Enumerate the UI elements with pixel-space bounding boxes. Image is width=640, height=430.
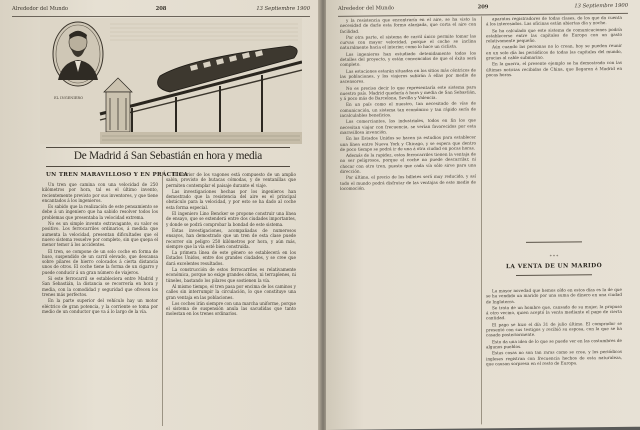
paragraph: Estas investigaciones, acompañadas de numerosos ensayos, han demostrado que un tren de esta clase puede recorrer sin peligro 250 kilómetros por hora, y aún más, siempre que la vía esté bien construída. — [166, 227, 296, 249]
paragraph: No es un simple invento extravagante, su valor es positivo. Los ferrocarriles ordinarios, á medida que aumenta la velocidad, presentan dificultades que el nuevo sistema resuelve por completo, sin que quepa el menor temor á los accidentes. — [42, 221, 158, 248]
paragraph: El interior de los vagones está compuesto de un amplio salón, provisto de butacas cómodas, y de ventanillas que permiten contemplar el paisaje durante el viaje. — [166, 172, 296, 188]
paragraph: Un tren que camina con una velocidad de 250 kilómetros por hora, tal es el último invento, recientemente previsto por sus inventores, y que tiene encantados á los ingenieros. — [42, 182, 158, 203]
left-column-2 — [166, 172, 296, 426]
column-divider — [481, 16, 482, 424]
title-rule-top — [46, 147, 290, 148]
paragraph: El ingeniero Lino Bencker se propone construir una línea de ensayo, que se extenderá entre dos ciudades importantes, y donde se podrá comprobar la bondad de este sistema. — [166, 211, 296, 227]
paragraph: Los ingenieros han estudiado detenidamente todos los detalles del proyecto, y están convencidos de que el éxito será completo. — [340, 50, 476, 68]
right-column-1 — [340, 16, 476, 425]
paragraph: El pago se hizo el día 31 de julio último. El comprador se presentó con sus testigos y recibió su esposa, con la que se ha casado posteriormente. — [486, 320, 622, 338]
paragraph: El tren, se compone de un solo coche en forma de huso, suspendido de un carril elevado, que descansa sobre pilares de hierro colocados á cierta distancia unos de otros. El coche tiene la forma de un cigarro y puede conducir á un gran número de viajeros. — [42, 248, 158, 275]
header-page-number: 208 — [155, 6, 167, 12]
paragraph: Además de la rapidez, estos ferrocarriles tienen la ventaja de no ser peligrosos, porque el coche no puede descarrilar, ni chocar con otro tren, puesto que cada vía sólo sirve para una dirección. — [340, 151, 476, 174]
portrait-caption: EL INGENIERO — [54, 96, 84, 100]
paragraph: La mayor novedad que hemos oído en estos días es la de que se ha vendido un marido por una suma de dinero en una ciudad de Inglaterra. — [486, 286, 622, 304]
left-column-1 — [42, 182, 158, 426]
paragraph: No es preciso decir lo que representaría este sistema para nuestro país. Madrid quedaría á hora y media de San Sebastián, y á poco más de Barcelona, Sevilla y Valencia. — [340, 83, 476, 102]
column-divider — [162, 172, 163, 426]
paragraph: Los coches irán siempre con una marcha uniforme, porque el sistema de suspensión anula las sacudidas que tanto molestan en los trenes ordinarios. — [166, 300, 296, 317]
right-column-3 — [486, 287, 622, 424]
article-title: De Madrid á San Sebastián en hora y media — [73, 150, 263, 162]
article-subheading: UN TREN MARAVILLOSO Y EN PRÁCTICA — [46, 172, 189, 178]
paragraph: Al mismo tiempo, el tren pasa por encima de los caminos y calles sin interrumpir la circulación, lo que constituye una gran ventaja en las poblaciones. — [166, 283, 296, 300]
header-publication: Alrededor del Mundo — [12, 6, 69, 12]
right-column-2 — [486, 15, 622, 236]
title-rule-bottom — [46, 166, 290, 167]
monorail-illustration — [40, 18, 302, 144]
paragraph: Esto da una idea de lo que se puede ver en las costumbres de algunos pueblos. — [486, 337, 622, 350]
paragraph: Aún cuando las personas no lo crean, hoy se pueden reunir en un solo día los periódicos de todas las capitales del mundo, gracias al cable submarino. — [486, 43, 622, 61]
section-divider — [526, 241, 582, 243]
paragraph: y la resistencia que encontraría en el aire, se ha visto la necesidad de darle esta forma alargada, que corta el aire con facilidad. — [340, 16, 476, 34]
paragraph: Se ha calculado que este sistema de comunicaciones podría establecerse entre las capitales de Europa con un gasto relativamente pequeño. — [486, 26, 622, 44]
paragraph: La construcción de estos ferrocarriles es relativamente económica, porque no exige grandes obras, ni terraplenes, ni túneles, bastando los pilares que sostienen la vía. — [166, 267, 296, 283]
paragraph: En la guerra, el presente ejemplo se ha demostrado con las últimas noticias recibidas de China, que llegaron á Madrid en pocas horas. — [486, 60, 622, 78]
paragraph: Por último, el precio de los billetes será muy reducido, y así todo el mundo podrá disfrutar de las ventajas de este medio de locomoción. — [340, 173, 476, 191]
engineer-portrait — [53, 22, 103, 86]
header-publication: Alrededor del Mundo — [338, 5, 395, 12]
paragraph: En la parte superior del vehículo hay un motor eléctrico de gran potencia, y la corriente se toma por medio de un conductor que va á lo largo de la vía. — [42, 298, 158, 314]
paragraph: La primera línea de este género se establecerá en los Estados Unidos, entre dos grandes ciudades, y se cree que dará excelentes resultados. — [166, 250, 296, 266]
paragraph: Las estaciones estarán situadas en los sitios más céntricos de las poblaciones, y los viajeros subirán á ellas por medio de ascensores. — [340, 67, 476, 85]
paragraph: En los Estados Unidos se hacen ya estudios para establecer una línea entre Nueva York y Chicago, y se espera que dentro de poco tiempo se podrá ir de una á otra ciudad en pocas horas. — [340, 134, 476, 152]
header-date: 13 Septiembre 1900 — [256, 6, 310, 12]
paragraph: Por otra parte, el sistema de carril único permite tomar las curvas con mayor velocidad, porque el coche se inclina naturalmente hacia el interior, como lo hace un ciclista. — [340, 33, 476, 51]
paragraph: Se trata de un hombre que, cansado de su mujer, la propuso á otro vecino, quien aceptó la venta mediante el pago de cierta cantidad. — [486, 303, 622, 321]
right-page — [326, 0, 640, 430]
paragraph: Es sabido que la realización de este pensamiento se debe á un ingeniero que ha sabido resolver todos los problemas que presentaba la velocidad extrema. — [42, 204, 158, 220]
header-date: 13 Septiembre 1900 — [574, 2, 628, 10]
paragraph: Los comerciantes, los industriales, todos en fin los que necesitan viajar con frecuencia, se verían favorecidos por esta maravillosa invención. — [340, 117, 476, 135]
paragraph: aparatos registradores de todas clases, de los que da cuenta á los interesados. Las oficinas están abiertas día y noche. — [486, 14, 622, 27]
paragraph: Estas cosas no son tan raras como se cree, y los periódicos ingleses registran con frecuencia hechos de esta naturaleza, que causan sorpresa en el resto de Europa. — [486, 349, 622, 367]
heading-rule — [516, 274, 592, 276]
paragraph: En un país como el nuestro, tan necesitado de vías de comunicación, un sistema tan económico y tan rápido sería de incalculables beneficios. — [340, 100, 476, 118]
paragraph: Las investigaciones hechas por los ingenieros han demostrado que la resistencia del aire es el principal obstáculo para la velocidad, y por esto se ha dado al coche esta forma especial. — [166, 188, 296, 210]
paragraph: Si este ferrocarril se estableciera entre Madrid y San Sebastián, la distancia se recorrería en hora y media, con la comodidad y seguridad que ofrecen los trenes más perfectos. — [42, 276, 158, 297]
section-heading: LA VENTA DE UN MARIDO — [505, 263, 603, 271]
section-stars: * * * — [549, 253, 559, 259]
header-page-number: 209 — [477, 4, 489, 11]
left-page-header — [12, 4, 310, 17]
